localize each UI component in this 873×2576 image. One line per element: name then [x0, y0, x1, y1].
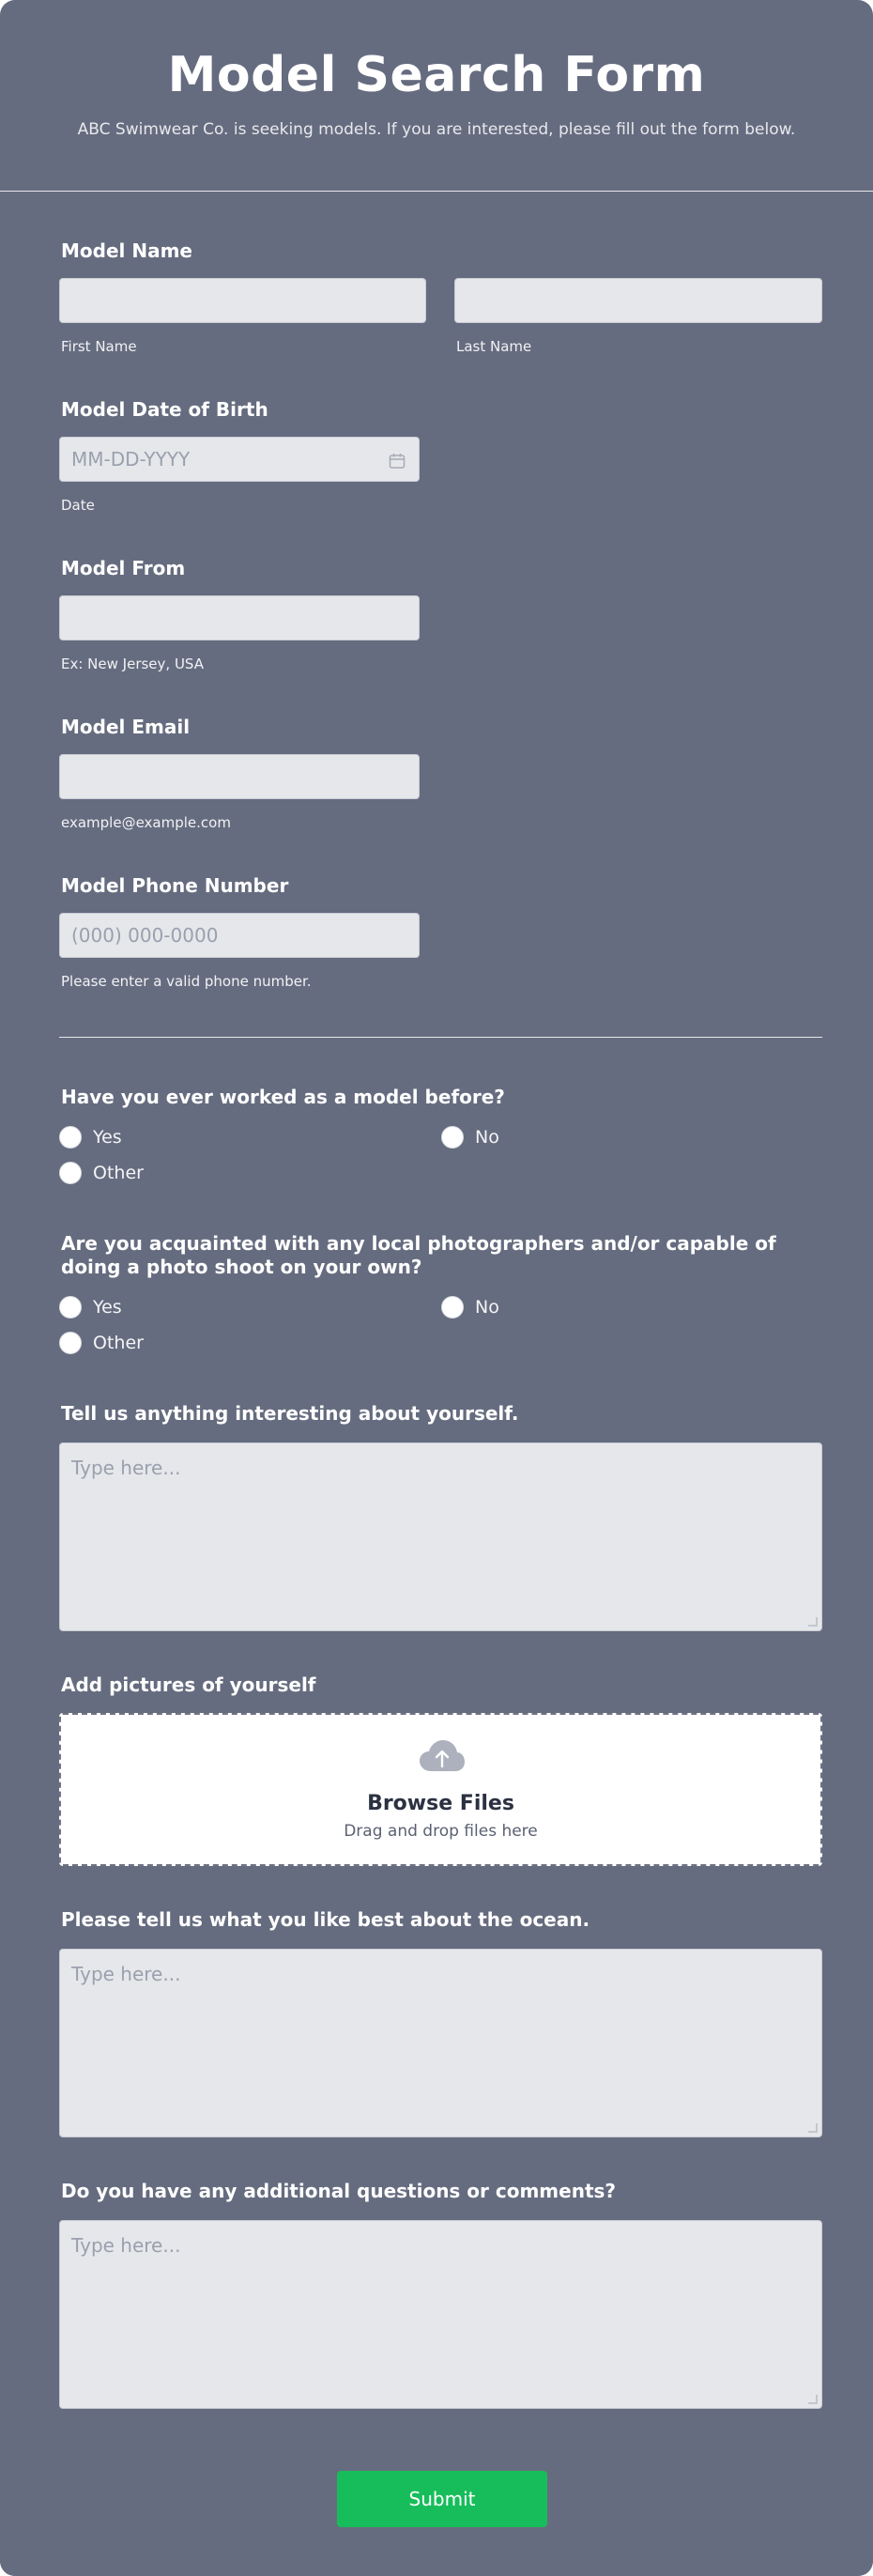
dob-placeholder: MM-DD-YYYY	[71, 448, 191, 470]
email-input[interactable]	[59, 754, 420, 799]
dob-sublabel: Date	[61, 497, 95, 514]
radio-circle[interactable]	[59, 1126, 82, 1149]
about-textarea[interactable]	[59, 1442, 822, 1631]
q2-option-other[interactable]	[59, 1332, 144, 1354]
q2-option-no-label: No	[475, 1297, 499, 1318]
phone-placeholder: (000) 000-0000	[71, 924, 219, 947]
comments-textarea[interactable]	[59, 2220, 822, 2409]
last-name-sublabel: Last Name	[456, 338, 532, 355]
q1-option-no[interactable]	[441, 1126, 499, 1149]
phone-input[interactable]	[59, 913, 420, 958]
email-label: Model Email	[61, 716, 191, 738]
q2-option-yes[interactable]	[59, 1296, 122, 1319]
page-subtitle: ABC Swimwear Co. is seeking models. If you are interested, please fill out the form below.	[77, 120, 796, 139]
pictures-label: Add pictures of yourself	[61, 1674, 316, 1696]
comments-placeholder: Type here...	[71, 2234, 181, 2257]
resize-handle-icon[interactable]	[808, 2395, 818, 2404]
radio-circle[interactable]	[59, 1296, 82, 1319]
dob-input[interactable]	[59, 437, 420, 482]
first-name-input[interactable]	[59, 278, 426, 323]
file-upload-dropzone[interactable]	[59, 1713, 822, 1866]
q1-option-other[interactable]	[59, 1162, 144, 1184]
model-from-input[interactable]	[59, 595, 420, 640]
q2-option-yes-label: Yes	[93, 1297, 122, 1318]
ocean-textarea[interactable]	[59, 1949, 822, 2137]
about-label: Tell us anything interesting about yourself.	[61, 1402, 519, 1425]
radio-circle[interactable]	[441, 1296, 464, 1319]
phone-label: Model Phone Number	[61, 874, 289, 897]
q2-option-no[interactable]	[441, 1296, 499, 1319]
form-footer	[0, 2439, 873, 2576]
ocean-label: Please tell us what you like best about the ocean.	[61, 1908, 590, 1931]
section-divider	[59, 1037, 822, 1038]
browse-files-label[interactable]: Browse Files	[367, 1792, 514, 1815]
radio-circle[interactable]	[59, 1162, 82, 1184]
header-divider	[0, 191, 873, 192]
q1-label: Have you ever worked as a model before?	[61, 1086, 505, 1108]
radio-circle[interactable]	[59, 1332, 82, 1354]
phone-sublabel: Please enter a valid phone number.	[61, 973, 312, 990]
submit-button[interactable]: Submit	[337, 2471, 547, 2527]
drag-drop-hint: Drag and drop files here	[344, 1822, 538, 1841]
last-name-input[interactable]	[454, 278, 822, 323]
q1-option-no-label: No	[475, 1127, 499, 1148]
model-name-label: Model Name	[61, 239, 192, 262]
radio-circle[interactable]	[441, 1126, 464, 1149]
calendar-icon[interactable]	[389, 452, 406, 474]
q2-option-other-label: Other	[93, 1333, 144, 1353]
ocean-placeholder: Type here...	[71, 1963, 181, 1985]
q1-option-yes-label: Yes	[93, 1127, 122, 1148]
dob-label: Model Date of Birth	[61, 398, 268, 421]
about-placeholder: Type here...	[71, 1457, 181, 1479]
first-name-sublabel: First Name	[61, 338, 137, 355]
q1-option-other-label: Other	[93, 1163, 144, 1183]
comments-label: Do you have any additional questions or comments?	[61, 2180, 617, 2202]
model-from-label: Model From	[61, 557, 186, 579]
resize-handle-icon[interactable]	[808, 1617, 818, 1627]
page-title: Model Search Form	[167, 47, 706, 103]
q1-option-yes[interactable]	[59, 1126, 122, 1149]
model-from-sublabel: Ex: New Jersey, USA	[61, 656, 204, 672]
resize-handle-icon[interactable]	[808, 2123, 818, 2133]
cloud-upload-icon	[419, 1739, 466, 1777]
q2-label: Are you acquainted with any local photographers and/or capable of doing a photo shoot on your own?	[61, 1232, 776, 1278]
email-sublabel: example@example.com	[61, 814, 231, 831]
